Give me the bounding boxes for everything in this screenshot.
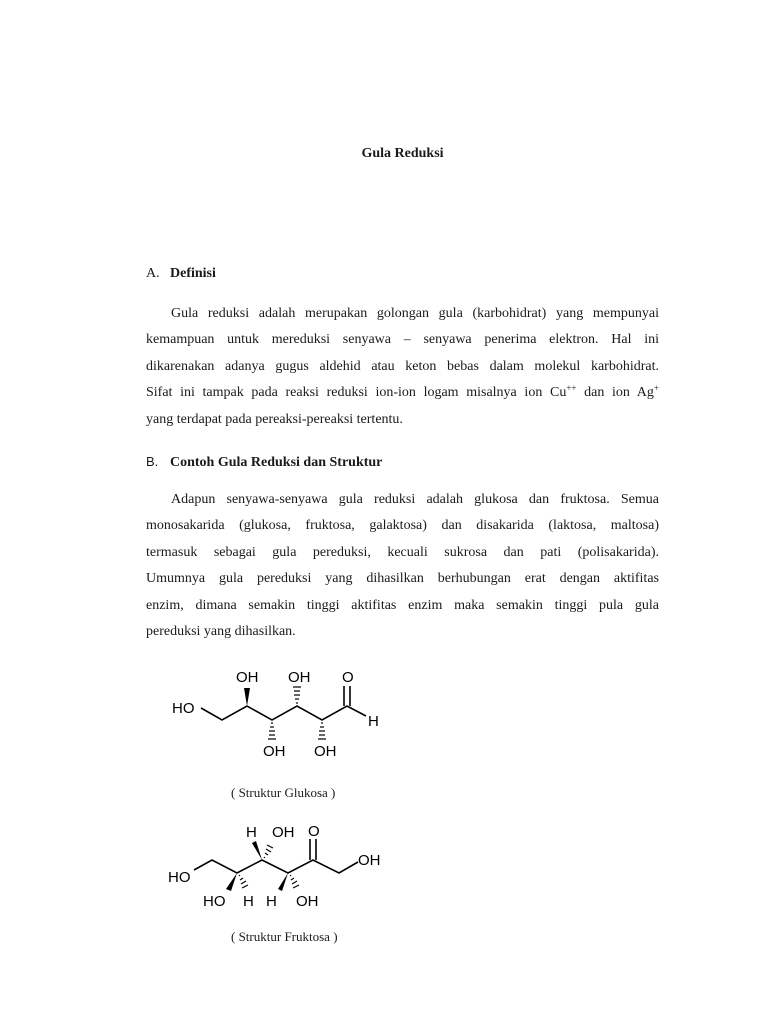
paragraph-line: yang terdapat pada pereaksi-pereaksi tertentu. xyxy=(146,411,403,427)
paragraph-line: pereduksi yang dihasilkan. xyxy=(146,624,296,640)
fructose-h-bottom-2: H xyxy=(266,893,277,910)
paragraph-line: enzim, dimana semakin tinggi aktifitas enzim maka semakin tinggi pula gula xyxy=(146,597,659,613)
fructose-caption: ( Struktur Fruktosa ) xyxy=(231,929,338,944)
glucose-caption: ( Struktur Glukosa ) xyxy=(231,785,336,800)
section-a-title: Definisi xyxy=(170,266,216,281)
fructose-h-top: H xyxy=(246,824,257,841)
glucose-o-top: O xyxy=(342,669,354,686)
paragraph-line: kemampuan untuk mereduksi senyawa – senyawa penerima elektron. Hal ini xyxy=(146,332,659,348)
fructose-o-top: O xyxy=(308,823,320,840)
fructose-oh-bottom: OH xyxy=(296,893,319,910)
line-text: Sifat ini tampak pada reaksi reduksi ion-ion logam misalnya ion Cu xyxy=(146,385,567,401)
paragraph-line: Gula reduksi adalah merupakan golongan gula (karbohidrat) yang mempunyai xyxy=(171,306,659,321)
glucose-oh-bottom-2: OH xyxy=(314,743,337,760)
glucose-ho-left: HO xyxy=(172,700,195,717)
glucose-oh-bottom-1: OH xyxy=(263,743,286,760)
fructose-structure xyxy=(194,839,358,891)
fructose-ho-left: HO xyxy=(168,869,191,886)
page-title: Gula Reduksi xyxy=(361,146,444,161)
section-b-number: B. xyxy=(146,454,159,469)
section-b-title: Contoh Gula Reduksi dan Struktur xyxy=(170,455,383,470)
glucose-h-right: H xyxy=(368,713,379,730)
fructose-ho-bottom: HO xyxy=(203,893,226,910)
paragraph-line: Umumnya gula pereduksi yang dihasilkan berhubungan erat dengan aktifitas xyxy=(146,571,659,587)
fructose-oh-top: OH xyxy=(272,824,295,841)
fructose-oh-right: OH xyxy=(358,852,381,869)
fructose-h-bottom-1: H xyxy=(243,893,254,910)
glucose-oh-top-1: OH xyxy=(236,669,259,686)
cu-charge: ++ xyxy=(566,383,577,394)
glucose-structure xyxy=(201,686,366,739)
glucose-oh-top-2: OH xyxy=(288,669,311,686)
paragraph-line: termasuk sebagai gula pereduksi, kecuali sukrosa dan pati (polisakarida). xyxy=(146,544,659,560)
section-a-number: A. xyxy=(146,266,160,281)
line-text: dan ion Ag xyxy=(576,385,654,401)
ag-charge: + xyxy=(653,383,659,394)
paragraph-line: dikarenakan adanya gugus aldehid atau keton bebas dalam molekul karbohidrat. xyxy=(146,358,659,374)
paragraph-line: monosakarida (glukosa, fruktosa, galaktosa) dan disakarida (laktosa, maltosa) xyxy=(146,518,659,534)
paragraph-line: Adapun senyawa-senyawa gula reduksi adalah glukosa dan fruktosa. Semua xyxy=(171,492,659,507)
